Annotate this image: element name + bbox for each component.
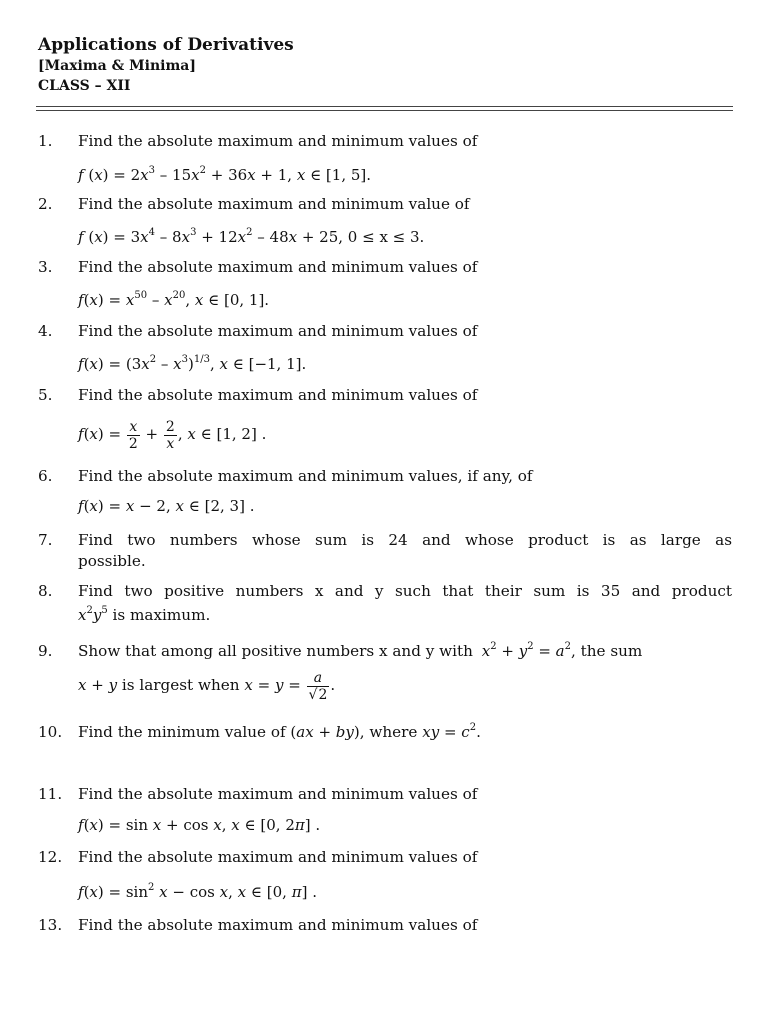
question-text: Find the absolute maximum and minimum values of: [78, 258, 478, 276]
question-text: Find the absolute maximum and minimum values of: [78, 785, 478, 803]
question-number: 3.: [38, 258, 53, 276]
question-formula: f(x) = sin x + cos x, x ∈ [0, 2π] .: [78, 816, 321, 834]
question-text: Find the absolute maximum and minimum values of: [78, 916, 478, 934]
question-number: 1.: [38, 132, 53, 150]
question-text: Find the absolute maximum and minimum values of: [78, 386, 478, 404]
question-number: 5.: [38, 386, 53, 404]
question-text-continued: x + y is largest when x = y = $\frac{a}{√2}$ .: [78, 669, 336, 703]
header-divider-bottom: [36, 110, 733, 111]
question-formula: f $(x) = 2x^3 - 15x^2 + 36x + 1$, x ∈ [1, 5].: [78, 165, 372, 184]
question-formula: $f(x) = x^{50} - x^{20}$, x ∈ [0, 1].: [78, 290, 270, 309]
question-text: Find the absolute maximum and minimum values, if any, of: [78, 467, 533, 485]
question-text-continued: possible.: [78, 552, 146, 570]
question-number: 9.: [38, 642, 53, 660]
question-number: 2.: [38, 195, 53, 213]
question-number: 11.: [38, 785, 63, 803]
question-text: Find the absolute maximum and minimum values of: [78, 322, 478, 340]
document-title: Applications of Derivatives: [38, 35, 294, 55]
question-number: 4.: [38, 322, 53, 340]
document-subtitle: [Maxima & Minima]: [38, 58, 196, 74]
question-number: 7.: [38, 531, 53, 549]
question-number: 6.: [38, 467, 53, 485]
header-divider-top: [36, 106, 733, 107]
question-formula: $f(x) = \sin^2 x - \cos x$, x ∈ [0, π] .: [78, 882, 317, 901]
question-text-tail: is maximum.: [112, 606, 211, 624]
question-formula: f $(x) = 3x^4 - 8x^3 + 12x^2 - 48x + 25$, 0 ≤ x ≤ 3.: [78, 227, 425, 246]
question-formula: f(x) = $\frac{x}{2}$ + $\frac{2}{x}$ , x ∈ [1, 2] .: [78, 418, 267, 452]
question-number: 12.: [38, 848, 63, 866]
question-text: Find two numbers whose sum is 24 and whose product is as large as: [78, 531, 732, 549]
document-header: [38, 34, 294, 96]
question-number: 10.: [38, 723, 63, 741]
question-text: Find the absolute maximum and minimum values of: [78, 132, 478, 150]
question-number: 13.: [38, 916, 63, 934]
question-text: Find the absolute maximum and minimum values of: [78, 848, 478, 866]
class-label: CLASS – XII: [38, 78, 131, 94]
question-text: Find the minimum value of (ax + by), where xy = $c^2$.: [78, 722, 481, 741]
question-text-continued: $x^2y^5$ is maximum.: [78, 605, 211, 624]
question-formula: $f(x) = (3x^2 - x^3)^{1/3}$, x ∈ [−1, 1].: [78, 354, 307, 373]
question-text: Show that among all positive numbers x and y with $x^2 + y^2 = a^2$, the sum: [78, 641, 643, 660]
question-formula: f(x) = x − 2, x ∈ [2, 3] .: [78, 497, 255, 515]
question-text: Find the absolute maximum and minimum value of: [78, 195, 470, 213]
question-number: 8.: [38, 582, 53, 600]
question-text: Find two positive numbers x and y such that their sum is 35 and product: [78, 582, 732, 600]
